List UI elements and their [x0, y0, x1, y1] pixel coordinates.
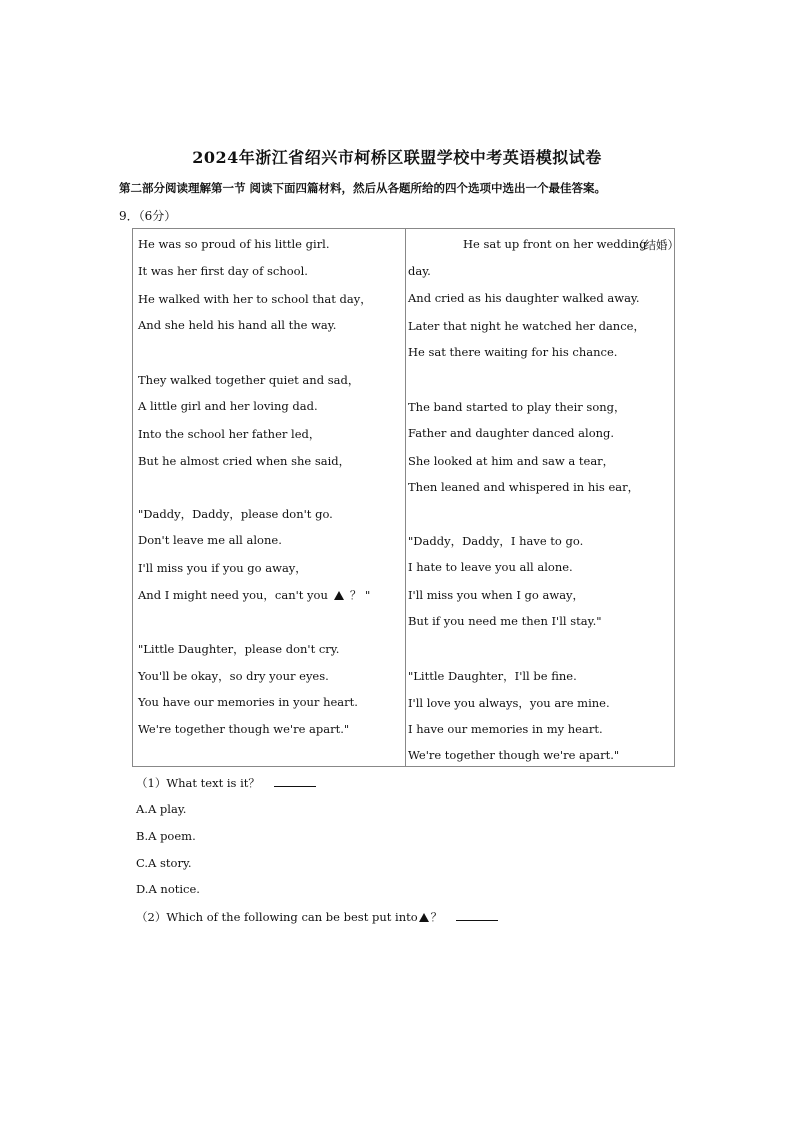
answer-blank	[274, 776, 316, 787]
poem-line: Into the school her father led，	[138, 427, 321, 441]
poem-line: Then leaned and whispered in his ear，	[408, 480, 640, 494]
option-b: B.A poem.	[136, 829, 196, 843]
poem-line-text: And I might need you，can't you	[138, 588, 328, 602]
poem-line: But he almost cried when she said，	[138, 454, 351, 468]
poem-line: I have our memories in my heart.	[408, 722, 603, 736]
poem-line: She looked at him and saw a tear，	[408, 454, 615, 468]
poem-line: "Daddy，Daddy，please don't go.	[138, 507, 333, 521]
poem-line-with-blank	[138, 587, 370, 603]
page-title: 2024年浙江省绍兴市柯桥区联盟学校中考英语模拟试卷	[192, 148, 602, 167]
poem-line: You have our memories in your heart.	[138, 695, 358, 709]
poem-line: He walked with her to school that day，	[138, 292, 372, 306]
poem-line: day.	[408, 264, 431, 278]
poem-line: And cried as his daughter walked away.	[408, 291, 640, 305]
answer-blank	[456, 910, 498, 921]
poem-line: They walked together quiet and sad，	[138, 373, 360, 387]
option-a: A.A play.	[136, 802, 187, 816]
poem-line: The band started to play their song，	[408, 400, 626, 414]
poem-line: A little girl and her loving dad.	[138, 399, 318, 413]
poem-line: And she held his hand all the way.	[138, 318, 337, 332]
poem-line: He was so proud of his little girl.	[138, 237, 330, 251]
option-d: D.A notice.	[136, 882, 200, 896]
question-1	[136, 775, 316, 791]
question-2-suffix: ？	[430, 910, 443, 924]
poem-line: He sat up front on her wedding	[463, 237, 647, 251]
poem-line: "Daddy，Daddy，I have to go.	[408, 534, 584, 548]
poem-line: I hate to leave you all alone.	[408, 560, 573, 574]
poem-line: I'll love you always，you are mine.	[408, 696, 610, 710]
poem-line: But if you need me then I'll stay."	[408, 614, 602, 628]
poem-line: "Little Daughter，I'll be fine.	[408, 669, 577, 683]
question-2	[136, 909, 498, 925]
poem-annotation: （结婚）	[633, 238, 679, 252]
question-number: 9．（6分）	[119, 209, 177, 223]
question-2-text: （2）Which of the following can be best put into	[136, 910, 418, 924]
option-c: C.A story.	[136, 856, 192, 870]
poem-line: You'll be okay，so dry your eyes.	[138, 669, 329, 683]
poem-line: We're together though we're apart."	[138, 722, 350, 736]
poem-line: "Little Daughter，please don't cry.	[138, 642, 340, 656]
poem-line: I'll miss you when I go away，	[408, 588, 585, 602]
poem-line: Father and daughter danced along.	[408, 426, 615, 440]
section-instruction: 第二部分阅读理解第一节 阅读下面四篇材料，然后从各题所给的四个选项中选出一个最佳答案。	[119, 181, 606, 195]
triangle-blank-icon	[334, 591, 344, 600]
column-divider	[405, 229, 406, 766]
poem-line: Later that night he watched her dance，	[408, 319, 645, 333]
triangle-blank-icon	[419, 913, 429, 922]
poem-line-end: ？ "	[349, 588, 371, 602]
poem-line: He sat there waiting for his chance.	[408, 345, 618, 359]
poem-line: Don't leave me all alone.	[138, 533, 282, 547]
question-1-text: （1）What text is it？	[136, 776, 260, 790]
poem-line: It was her first day of school.	[138, 264, 308, 278]
poem-line: We're together though we're apart."	[408, 748, 620, 762]
poem-table	[132, 228, 679, 767]
poem-line: I'll miss you if you go away，	[138, 561, 307, 575]
